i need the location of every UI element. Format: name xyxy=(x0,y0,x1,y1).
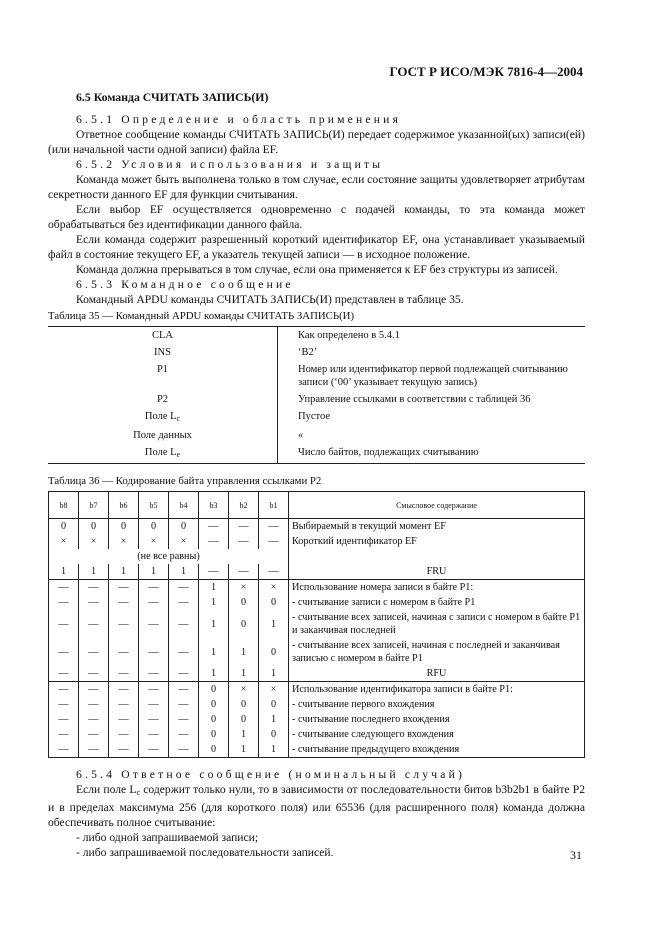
table36-bit-cell: 1 xyxy=(139,564,169,580)
list-item-1: - либо одной запрашиваемой записи; xyxy=(76,831,259,844)
table35-field: CLA xyxy=(48,327,278,345)
section-title: 6.5 Команда СЧИТАТЬ ЗАПИСЬ(И) xyxy=(76,90,269,104)
table35-value: Число байтов, подлежащих считыванию xyxy=(298,447,479,458)
table36-bit-cell: — xyxy=(79,742,109,758)
table36-bit-cell: — xyxy=(79,727,109,742)
table36-bit-cell: — xyxy=(199,534,229,549)
table-35 xyxy=(48,326,585,464)
table35-field: Поле данных xyxy=(48,427,278,444)
subsection-653-text: Командный APDU команды СЧИТАТЬ ЗАПИСЬ(И) представлен в таблице 35. xyxy=(76,293,464,306)
table36-bit-cell: 0 xyxy=(229,595,259,610)
subsection-652-para-4: Команда должна прерываться в том случае, если она применяется к EF без структуры из записей. xyxy=(76,263,558,276)
table36-bit-cell: — xyxy=(139,682,169,698)
table36-header: b2 xyxy=(229,492,259,519)
table36-bit-cell: 0 xyxy=(229,697,259,712)
table36-meaning-cell: RFU xyxy=(426,668,447,679)
table36-bit-cell: — xyxy=(109,610,139,638)
table36-meaning-cell: FRU xyxy=(426,566,447,577)
table36-row xyxy=(49,666,585,682)
table36-bit-cell: 0 xyxy=(199,742,229,758)
table36-bit-cell: — xyxy=(79,697,109,712)
table36-bit-cell: — xyxy=(49,595,79,610)
table36-bit-cell: × xyxy=(79,534,109,549)
table35-row xyxy=(48,391,585,408)
table36-meaning-cell: - считывание всех записей, начиная с последней и заканчивая записью с номером в байте P1 xyxy=(292,640,560,664)
subsection-653-title: 6.5.3 Командное сообщение xyxy=(76,278,294,291)
table36-bit-cell: × xyxy=(229,682,259,698)
table36-bit-cell: — xyxy=(49,727,79,742)
table36-bit-cell: 1 xyxy=(259,666,289,682)
table35-field: Поле $L_e$ xyxy=(48,444,278,464)
table35-value: Управление ссылками в соответствии с таблицей 36 xyxy=(298,394,531,405)
table36-row xyxy=(49,595,585,610)
table36-bit-cell: — xyxy=(79,712,109,727)
table36-bit-cell: — xyxy=(229,564,259,580)
table36-row xyxy=(49,697,585,712)
table36-bit-cell: — xyxy=(139,727,169,742)
table36-header: b5 xyxy=(139,492,169,519)
table36-bit-cell: — xyxy=(49,712,79,727)
table36-row xyxy=(49,610,585,638)
table36-bit-cell: — xyxy=(79,595,109,610)
table36-bit-cell: 1 xyxy=(229,666,259,682)
table36-bit-cell: — xyxy=(109,697,139,712)
subsection-652-title: 6.5.2 Условия использования и защиты xyxy=(76,158,384,171)
table36-bit-cell: — xyxy=(259,519,289,535)
table36-bit-cell: 0 xyxy=(139,519,169,535)
table36-bit-cell: 1 xyxy=(169,564,199,580)
table36-bit-cell: — xyxy=(229,519,259,535)
table36-bit-cell: 0 xyxy=(169,519,199,535)
table36-bit-cell: — xyxy=(49,610,79,638)
table36-meaning-cell: Короткий идентификатор EF xyxy=(292,536,417,547)
table36-note: (не все равны) xyxy=(49,549,289,564)
table36-bit-cell: — xyxy=(79,682,109,698)
table36-bit-cell: — xyxy=(139,666,169,682)
table36-row xyxy=(49,564,585,580)
table36-bit-cell: — xyxy=(169,727,199,742)
table36-row xyxy=(49,519,585,535)
table36-bit-cell: × xyxy=(49,534,79,549)
table36-bit-cell: — xyxy=(139,712,169,727)
table36-meaning-cell: Использование идентификатора записи в байте P1: xyxy=(289,682,585,698)
table35-field: Поле $L_c$ xyxy=(48,408,278,427)
table36-bit-cell: — xyxy=(139,697,169,712)
table36-bit-cell: 0 xyxy=(259,727,289,742)
table36-bit-cell: 0 xyxy=(229,610,259,638)
table36-bit-cell: 0 xyxy=(109,519,139,535)
table36-bit-cell: — xyxy=(49,666,79,682)
table36-caption: Таблица 36 — Кодирование байта управления ссылками P2 xyxy=(48,475,322,487)
table36-bit-cell: 1 xyxy=(49,564,79,580)
page-number: 31 xyxy=(570,848,582,862)
subsection-654-title: 6.5.4 Ответное сообщение (номинальный случай) xyxy=(76,768,466,781)
table36-bit-cell: 1 xyxy=(199,666,229,682)
table36-bit-cell: — xyxy=(49,580,79,596)
table36-bit-cell: — xyxy=(109,727,139,742)
table35-value: Как определено в 5.4.1 xyxy=(298,330,400,341)
table36-bit-cell: 1 xyxy=(199,595,229,610)
table36-bit-cell: × xyxy=(109,534,139,549)
table36-bit-cell: × xyxy=(259,580,289,596)
table36-bit-cell: — xyxy=(169,595,199,610)
table36-header: b7 xyxy=(79,492,109,519)
table36-row xyxy=(49,742,585,758)
table36-note-row xyxy=(49,549,585,564)
table36-bit-cell: — xyxy=(169,712,199,727)
table36-bit-cell: 1 xyxy=(259,742,289,758)
table36-bit-cell: — xyxy=(139,638,169,666)
table36-row xyxy=(49,580,585,596)
table36-bit-cell: 1 xyxy=(229,727,259,742)
table36-bit-cell: — xyxy=(169,742,199,758)
table36-bit-cell: × xyxy=(229,580,259,596)
table36-bit-cell: — xyxy=(79,580,109,596)
table36-meaning-cell: - считывание записи с номером в байте P1 xyxy=(292,597,476,608)
table35-row xyxy=(48,427,585,444)
table36-bit-cell: 1 xyxy=(199,580,229,596)
table35-field: P2 xyxy=(48,391,278,408)
page-content xyxy=(48,90,585,860)
table36-bit-cell: — xyxy=(109,712,139,727)
table36-bit-cell: 0 xyxy=(259,595,289,610)
table36-bit-cell: 0 xyxy=(199,697,229,712)
table36-bit-cell: — xyxy=(169,580,199,596)
table36-bit-cell: 0 xyxy=(199,727,229,742)
table36-empty-cell xyxy=(289,549,585,564)
table36-meaning-cell: - считывание первого вхождения xyxy=(292,699,435,710)
table36-bit-cell: — xyxy=(199,519,229,535)
table36-bit-cell: — xyxy=(169,666,199,682)
table35-row xyxy=(48,444,585,464)
subsection-651-title: 6.5.1 Определение и область применения xyxy=(76,113,402,126)
subsection-652-para-3: Если команда содержит разрешенный короткий идентификатор EF, она устанавливает указываемый файл в состояние текущего EF, а указатель текущей записи — в исходное положение. xyxy=(48,233,585,261)
subsection-651-text: Ответное сообщение команды СЧИТАТЬ ЗАПИСЬ(И) передает содержимое указанной(ых) записи(ей) (или начальной части одной записи) файла EF. xyxy=(48,128,585,156)
table35-value: Номер или идентификатор первой подлежащей считыванию записи (‘00’ указывает текущую запись) xyxy=(298,364,568,388)
table36-bit-cell: — xyxy=(79,666,109,682)
table36-bit-cell: 1 xyxy=(79,564,109,580)
table36-bit-cell: 0 xyxy=(229,712,259,727)
table36-bit-cell: × xyxy=(259,682,289,698)
table36-meaning-cell: Использование номера записи в байте P1: xyxy=(289,580,585,596)
table36-header: b3 xyxy=(199,492,229,519)
table36-row xyxy=(49,727,585,742)
table36-bit-cell: — xyxy=(49,697,79,712)
table36-row xyxy=(49,534,585,549)
table36-bit-cell: — xyxy=(109,742,139,758)
table36-meaning-cell: - считывание всех записей, начиная с записи с номером в байте P1 и заканчивая последней xyxy=(292,612,581,636)
table36-header: b6 xyxy=(109,492,139,519)
table36-bit-cell: 1 xyxy=(229,638,259,666)
table35-row xyxy=(48,327,585,345)
list-item-2: - либо запрашиваемой последовательности записей. xyxy=(76,846,334,859)
table36-header: b4 xyxy=(169,492,199,519)
table36-bit-cell: — xyxy=(79,638,109,666)
table36-bit-cell: 1 xyxy=(259,712,289,727)
table35-row xyxy=(48,344,585,361)
table36-bit-cell: — xyxy=(169,682,199,698)
table36-bit-cell: — xyxy=(79,610,109,638)
table35-caption: Таблица 35 — Командный APDU команды СЧИТАТЬ ЗАПИСЬ(И) xyxy=(48,310,355,322)
table35-field: P1 xyxy=(48,361,278,391)
table36-bit-cell: — xyxy=(229,534,259,549)
table36-bit-cell: — xyxy=(169,697,199,712)
table36-bit-cell: 1 xyxy=(199,638,229,666)
table36-bit-cell: 1 xyxy=(199,610,229,638)
table35-row xyxy=(48,408,585,427)
table-36 xyxy=(48,491,585,758)
table36-header: Смысловое содержание xyxy=(289,492,585,519)
table36-bit-cell: 0 xyxy=(199,682,229,698)
table35-value: « xyxy=(298,430,304,441)
subsection-652-para-2: Если выбор EF осуществляется одновременно с подачей команды, то эта команда может обрабатываться без идентификации данного файла. xyxy=(48,203,585,231)
table36-bit-cell: — xyxy=(49,742,79,758)
table36-meaning-cell: - считывание последнего вхождения xyxy=(292,714,450,725)
table36-bit-cell: — xyxy=(169,610,199,638)
table36-bit-cell: 1 xyxy=(229,742,259,758)
table36-meaning-cell: Выбираемый в текущий момент EF xyxy=(292,521,446,532)
table36-row xyxy=(49,682,585,698)
table36-bit-cell: — xyxy=(139,610,169,638)
table36-bit-cell: 0 xyxy=(49,519,79,535)
table36-bit-cell: — xyxy=(109,595,139,610)
table36-bit-cell: — xyxy=(49,638,79,666)
table36-row xyxy=(49,638,585,666)
subsection-652-para-1: Команда может быть выполнена только в том случае, если состояние защиты удовлетворяет атрибутам секретности данного EF для функции считывания. xyxy=(48,173,585,201)
table36-bit-cell: — xyxy=(139,595,169,610)
table36-bit-cell: 1 xyxy=(259,610,289,638)
table36-bit-cell: — xyxy=(109,666,139,682)
table36-row xyxy=(49,712,585,727)
table36-bit-cell: — xyxy=(139,742,169,758)
table36-bit-cell: — xyxy=(109,682,139,698)
table36-bit-cell: — xyxy=(169,638,199,666)
table36-bit-cell: 1 xyxy=(109,564,139,580)
table36-bit-cell: — xyxy=(109,580,139,596)
table36-bit-cell: 0 xyxy=(199,712,229,727)
table36-header: b8 xyxy=(49,492,79,519)
table36-bit-cell: 0 xyxy=(259,638,289,666)
table36-bit-cell: 0 xyxy=(79,519,109,535)
table36-meaning-cell: - считывание предыдущего вхождения xyxy=(292,744,460,755)
document-header: ГОСТ Р ИСО/МЭК 7816-4—2004 xyxy=(389,64,583,79)
table36-bit-cell: 0 xyxy=(259,697,289,712)
table35-value: ‘B2’ xyxy=(298,347,318,358)
table36-meaning-cell: - считывание следующего вхождения xyxy=(292,729,454,740)
subsection-654-para: Если поле $L_c$ содержит только нули, то в зависимости от последовательности битов b3b2b1 в байте P2 и в пределах максимума 256 (для короткого поля) или 65536 (для расширенного поля) команда должна обеспечивать полное считывание: xyxy=(48,783,585,829)
table35-row xyxy=(48,361,585,391)
table36-bit-cell: × xyxy=(139,534,169,549)
table36-bit-cell: — xyxy=(259,564,289,580)
table36-bit-cell: — xyxy=(259,534,289,549)
table36-bit-cell: — xyxy=(199,564,229,580)
table36-header: b1 xyxy=(259,492,289,519)
table35-field: INS xyxy=(48,344,278,361)
table36-bit-cell: × xyxy=(169,534,199,549)
table36-bit-cell: — xyxy=(49,682,79,698)
table36-bit-cell: — xyxy=(139,580,169,596)
table35-value: Пустое xyxy=(298,411,330,422)
table36-bit-cell: — xyxy=(109,638,139,666)
